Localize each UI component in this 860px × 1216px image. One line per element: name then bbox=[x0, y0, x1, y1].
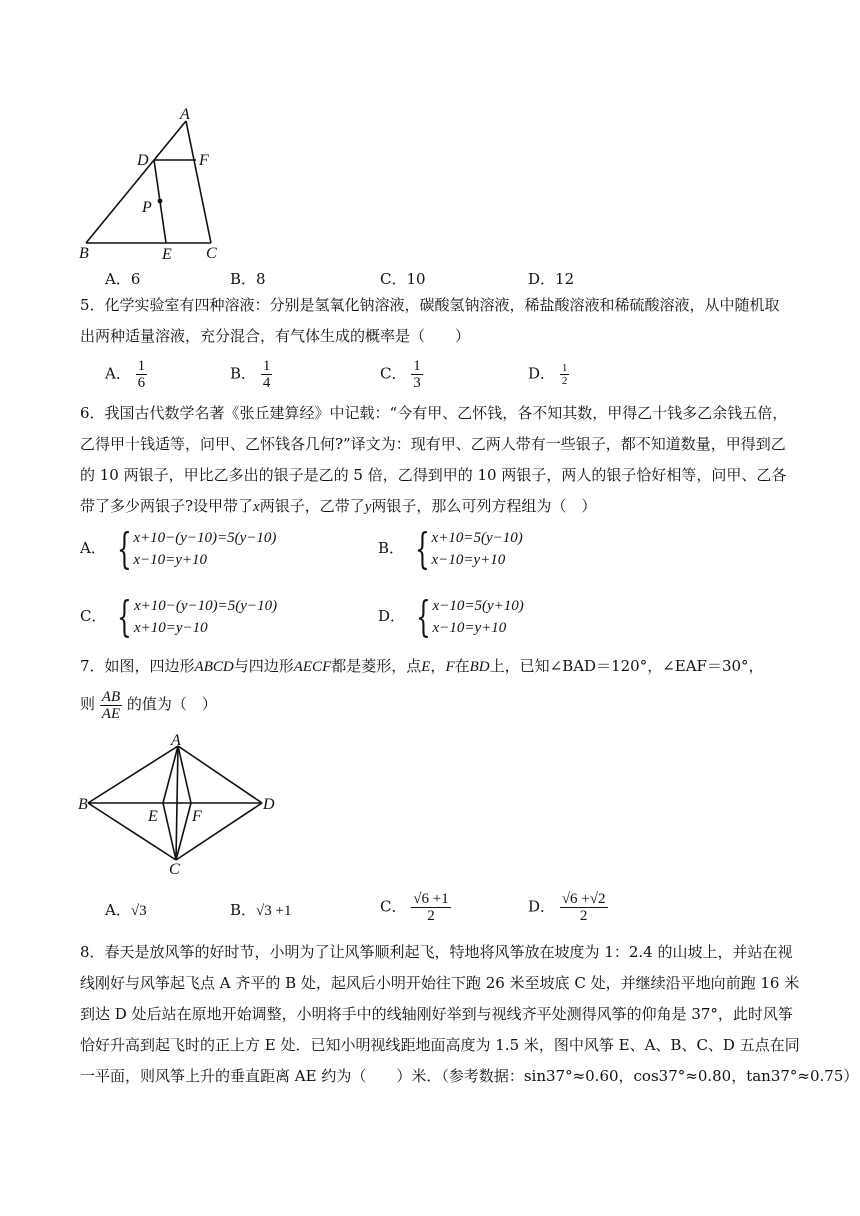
q7-option-d: D． $\frac{√6 +√2}{2}$ bbox=[528, 891, 606, 924]
q5-line-1: 5．化学实验室有四种溶液：分别是氢氧化钠溶液，碳酸氢钠溶液，稀盐酸溶液和稀硫酸溶液，从中随机取 bbox=[80, 296, 780, 314]
q7-figure bbox=[70, 728, 290, 878]
q4-figure bbox=[70, 100, 230, 265]
q6-line-1: 6．我国古代数学名著《张丘建算经》中记载：“今有甲、乙怀钱，各不知其数，甲得乙十钱多乙余钱五倍， bbox=[80, 404, 788, 422]
q7-label-b: B bbox=[78, 796, 88, 813]
q4-label-c: C bbox=[206, 245, 217, 262]
q5-line-2: 出两种适量溶液，充分混合，有气体生成的概率是（ ） bbox=[80, 327, 471, 345]
q4-option-a: A．6 bbox=[105, 270, 141, 288]
q4-option-c: C．10 bbox=[380, 270, 426, 288]
q7-label-d: D bbox=[263, 796, 275, 813]
q7-option-a: A．√3 bbox=[105, 901, 147, 919]
q8-line-3: 到达 D 处后站在原地开始调整，小明将手中的线轴刚好举到与视线齐平处测得风筝的仰角是 37°，此时风筝 bbox=[80, 1005, 793, 1023]
q7-option-b: B．√3 +1 bbox=[230, 901, 292, 919]
q6-line-4: 带了多少两银子?设甲带了x两银子，乙带了y两银子，那么可列方程组为（ ） bbox=[80, 497, 597, 515]
q7-option-c: C． $\frac{√6 +1}{2}$ bbox=[380, 891, 449, 924]
q6-option-c: C． { x+10−(y−10)=5(y−10) x+10=y−10 bbox=[80, 592, 278, 641]
q7-line-1: 7．如图，四边形ABCD与四边形AECF都是菱形，点E，F在BD上，已知∠BAD＝120°，∠EAF＝30°， bbox=[80, 657, 764, 675]
q6-option-a: A． { x+10−(y−10)=5(y−10) x−10=y+10 bbox=[80, 524, 277, 573]
q4-label-a: A bbox=[180, 106, 190, 123]
q4-label-b: B bbox=[79, 245, 89, 262]
q7-line-2: 则 $\frac{AB}{AE}$ 的值为（ ） bbox=[80, 688, 217, 722]
q8-line-1: 8．春天是放风筝的好时节，小明为了让风筝顺利起飞，特地将风筝放在坡度为 1：2.4 的山坡上，并站在视 bbox=[80, 943, 793, 961]
q4-label-f: F bbox=[199, 152, 209, 169]
q5-option-a: A． $\frac{1}{6}$ bbox=[105, 358, 146, 391]
q5-option-b: B． $\frac{1}{4}$ bbox=[230, 358, 271, 391]
q4-label-e: E bbox=[162, 246, 172, 263]
q6-line-3: 的 10 两银子，甲比乙多出的银子是乙的 5 倍，乙得到甲的 10 两银子，两人的银子恰好相等，问甲、乙各 bbox=[80, 466, 787, 484]
q8-line-4: 恰好升高到起飞时的正上方 E 处．已知小明视线距地面高度为 1.5 米，图中风筝 E、A、B、C、D 五点在同 bbox=[80, 1036, 800, 1054]
q7-label-e: E bbox=[148, 808, 158, 825]
q6-option-d: D． { x−10=5(y+10) x−10=y+10 bbox=[378, 592, 524, 641]
q4-option-b: B．8 bbox=[230, 270, 266, 288]
q8-line-5: 一平面，则风筝上升的垂直距离 AE 约为（ ）米．（参考数据：sin37°≈0.60，cos37°≈0.80，tan37°≈0.75） bbox=[80, 1067, 859, 1085]
q5-option-d: D． $\frac{1}{2}$ bbox=[528, 362, 568, 387]
q6-line-2: 乙得甲十钱适等，问甲、乙怀钱各几何?”译文为：现有甲、乙两人带有一些银子，都不知道数量，甲得到乙 bbox=[80, 435, 786, 453]
q5-option-c: C． $\frac{1}{3}$ bbox=[380, 358, 421, 391]
q6-option-b: B． { x+10=5(y−10) x−10=y+10 bbox=[378, 524, 523, 573]
q4-label-p: P bbox=[142, 199, 152, 216]
q7-label-c: C bbox=[169, 861, 180, 878]
q8-line-2: 线刚好与风筝起飞点 A 齐平的 B 处，起风后小明开始往下跑 26 米至坡底 C 处，并继续沿平地向前跑 16 米 bbox=[80, 974, 800, 992]
q7-label-a: A bbox=[171, 732, 181, 749]
q4-option-d: D．12 bbox=[528, 270, 575, 288]
q4-label-d: D bbox=[137, 152, 149, 169]
q7-label-f: F bbox=[192, 808, 202, 825]
